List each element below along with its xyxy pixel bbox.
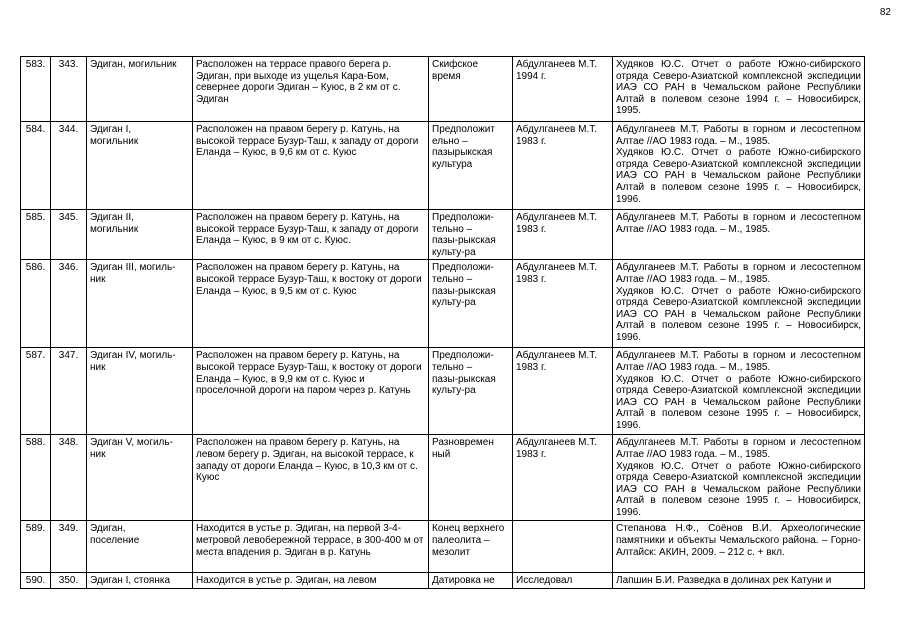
site-researcher: Абдулганеев М.Т. 1983 г. <box>513 260 613 348</box>
site-name: Эдиган III, могиль- ник <box>87 260 193 348</box>
site-description: Расположен на правом берегу р. Катунь, на высокой террасе Бузур-Таш, к востоку от дороги Еланда – Куюс, в 9,5 км от с. Куюс <box>193 260 429 348</box>
site-dating: Разновремен ный <box>429 435 513 521</box>
site-sources: Абдулганеев М.Т. Работы в горном и лесостепном Алтае //АО 1983 года. – М., 1985. <box>613 210 865 260</box>
site-sources: Абдулганеев М.Т. Работы в горном и лесостепном Алтае //АО 1983 года. – М., 1985. Худяков Ю.С. Отчет о работе Южно-сибирского отряда Северо-Азиатской комплексной экспедиции ИАЭ СО РАН в Чемальском районе Республики Алтай в полевом сезоне 1995 г. – Новосибирск, 1996. <box>613 348 865 435</box>
table-row <box>21 521 865 573</box>
site-researcher: Абдулганеев М.Т. 1983 г. <box>513 348 613 435</box>
site-researcher: Абдулганеев М.Т. 1983 г. <box>513 435 613 521</box>
site-description: Находится в устье р. Эдиган, на левом <box>193 573 429 589</box>
site-sources: Худяков Ю.С. Отчет о работе Южно-сибирского отряда Северо-Азиатской комплексной экспедиции ИАЭ СО РАН в Чемальском районе Республики Алтай в полевом сезоне 1994 г. – Новосибирск, 1995. <box>613 57 865 122</box>
table-row <box>21 573 865 589</box>
local-number: 344. <box>51 122 87 210</box>
site-sources: Абдулганеев М.Т. Работы в горном и лесостепном Алтае //АО 1983 года. – М., 1985. Худяков Ю.С. Отчет о работе Южно-сибирского отряда Северо-Азиатской комплексной экспедиции ИАЭ СО РАН в Чемальском районе Республики Алтай в полевом сезоне 1995 г. – Новосибирск, 1996. <box>613 435 865 521</box>
row-number: 589. <box>21 521 51 573</box>
row-number: 588. <box>21 435 51 521</box>
site-sources: Степанова Н.Ф., Соёнов В.И. Археологические памятники и объекты Чемальского района. – Горно-Алтайск: АКИН, 2009. – 212 с. + вкл. <box>613 521 865 573</box>
site-description: Расположен на правом берегу р. Катунь, на высокой террасе Бузур-Таш, к востоку от дороги Еланда – Куюс, в 9,9 км от с. Куюс и проселочной дороги на паром через р. Катунь <box>193 348 429 435</box>
local-number: 347. <box>51 348 87 435</box>
row-number: 584. <box>21 122 51 210</box>
site-dating: Предположи- тельно – пазы-рыкская культу-ра <box>429 210 513 260</box>
row-number: 590. <box>21 573 51 589</box>
monuments-table <box>20 56 865 589</box>
page-number: 82 <box>879 7 891 18</box>
row-number: 583. <box>21 57 51 122</box>
table-row <box>21 122 865 210</box>
local-number: 350. <box>51 573 87 589</box>
site-sources: Лапшин Б.И. Разведка в долинах рек Катуни и <box>613 573 865 589</box>
local-number: 343. <box>51 57 87 122</box>
site-researcher <box>513 521 613 573</box>
site-description: Расположен на правом берегу р. Катунь, на левом берегу р. Эдиган, на высокой террасе, к западу от дороги Еланда – Куюс, в 10,3 км от с. Куюс <box>193 435 429 521</box>
table-row <box>21 435 865 521</box>
table-row <box>21 260 865 348</box>
site-dating: Предположи- тельно – пазы-рыкская культу-ра <box>429 348 513 435</box>
local-number: 345. <box>51 210 87 260</box>
local-number: 346. <box>51 260 87 348</box>
site-dating: Скифское время <box>429 57 513 122</box>
row-number: 585. <box>21 210 51 260</box>
site-researcher: Абдулганеев М.Т. 1994 г. <box>513 57 613 122</box>
site-researcher: Абдулганеев М.Т. 1983 г. <box>513 122 613 210</box>
local-number: 349. <box>51 521 87 573</box>
site-name: Эдиган, могильник <box>87 57 193 122</box>
site-sources: Абдулганеев М.Т. Работы в горном и лесостепном Алтае //АО 1983 года. – М., 1985. Худяков Ю.С. Отчет о работе Южно-сибирского отряда Северо-Азиатской комплексной экспедиции ИАЭ СО РАН в Чемальском районе Республики Алтай в полевом сезоне 1995 г. – Новосибирск, 1996. <box>613 260 865 348</box>
site-sources: Абдулганеев М.Т. Работы в горном и лесостепном Алтае //АО 1983 года. – М., 1985. Худяков Ю.С. Отчет о работе Южно-сибирского отряда Северо-Азиатской комплексной экспедиции ИАЭ СО РАН в Чемальском районе Республики Алтай в полевом сезоне 1995 г. – Новосибирск, 1996. <box>613 122 865 210</box>
table-row <box>21 348 865 435</box>
row-number: 586. <box>21 260 51 348</box>
site-name: Эдиган I, могильник <box>87 122 193 210</box>
local-number: 348. <box>51 435 87 521</box>
site-dating: Датировка не <box>429 573 513 589</box>
site-name: Эдиган I, стоянка <box>87 573 193 589</box>
site-name: Эдиган, поселение <box>87 521 193 573</box>
site-description: Расположен на правом берегу р. Катунь, на высокой террасе Бузур-Таш, к западу от дороги Еланда – Куюс, в 9 км от с. Куюс. <box>193 210 429 260</box>
site-dating: Конец верхнего палеолита – мезолит <box>429 521 513 573</box>
site-researcher: Исследовал <box>513 573 613 589</box>
site-description: Расположен на правом берегу р. Катунь, на высокой террасе Бузур-Таш, к западу от дороги Еланда – Куюс, в 9,6 км от с. Куюс <box>193 122 429 210</box>
row-number: 587. <box>21 348 51 435</box>
site-researcher: Абдулганеев М.Т. 1983 г. <box>513 210 613 260</box>
site-name: Эдиган II, могильник <box>87 210 193 260</box>
site-name: Эдиган V, могиль- ник <box>87 435 193 521</box>
site-dating: Предположи- тельно – пазы-рыкская культу-ра <box>429 260 513 348</box>
site-name: Эдиган IV, могиль- ник <box>87 348 193 435</box>
table-row <box>21 57 865 122</box>
table-row <box>21 210 865 260</box>
site-description: Расположен на террасе правого берега р. Эдиган, при выходе из ущелья Кара-Бом, севернее дороги Эдиган – Куюс, в 2 км от с. Эдиган <box>193 57 429 122</box>
site-dating: Предположит ельно – пазырыкская культура <box>429 122 513 210</box>
site-description: Находится в устье р. Эдиган, на первой 3-4-метровой левобережной террасе, в 300-400 м от места впадения р. Эдиган в р. Катунь <box>193 521 429 573</box>
